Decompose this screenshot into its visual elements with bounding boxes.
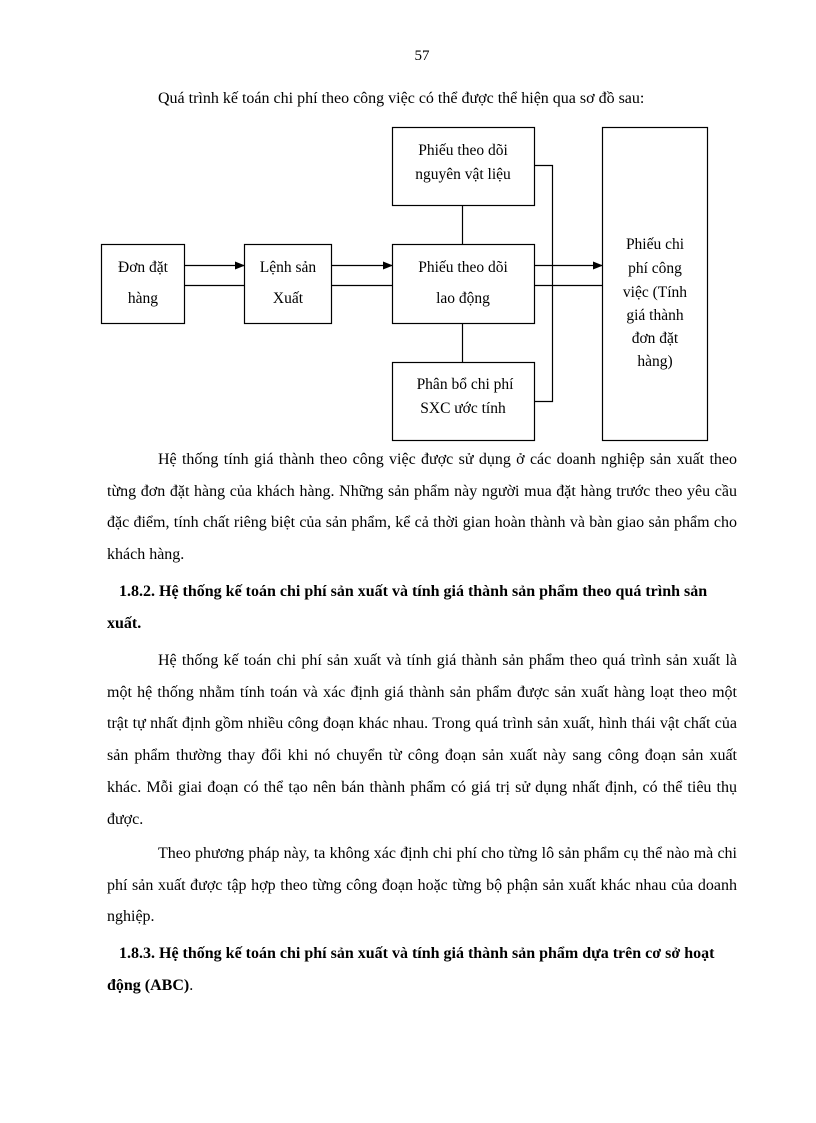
materials-line-1: Phiếu theo dõi [418, 142, 508, 159]
job-cost-line-6: hàng) [637, 353, 673, 370]
labor-line-1: Phiếu theo dõi [418, 259, 508, 276]
order-box-line-2: hàng [127, 290, 159, 307]
intro-sentence: Quá trình kế toán chi phí theo công việc có thể được thể hiện qua sơ đồ sau: [158, 90, 645, 107]
production-order-line-1: Lệnh sản [259, 259, 317, 276]
page-number: 57 [414, 48, 430, 64]
materials-line-2: nguyên vật liệu [415, 166, 511, 183]
labor-box [393, 245, 535, 324]
job-cost-line-5: đơn đặt [631, 330, 679, 347]
section-heading-1-8-2: 1.8.2. Hệ thống kế toán chi phí sản xuất và tính giá thành sản phẩm theo quá trình sản xuất. [107, 583, 708, 632]
bracket-materials-overhead [535, 166, 553, 402]
production-order-box [245, 245, 332, 324]
section-heading-1-8-3-period: . [189, 976, 194, 994]
paragraph-job-order-system: Hệ thống tính giá thành theo công việc được sử dụng ở các doanh nghiệp sản xuất theo từng đơn đặt hàng của khách hàng. Những sản phẩm này người mua đặt hàng trước theo yêu cầu đặc điểm, tính chất riêng biệt của sản phẩm, kể cả thời gian hoàn thành và bàn giao sản phẩm cho khách hàng. [107, 451, 737, 564]
paragraph-process-method: Theo phương pháp này, ta không xác định chi phí cho từng lô sản phẩm cụ thể nào mà chi phí sản xuất được tập hợp theo từng công đoạn hoặc từng bộ phận sản xuất khác nhau của doanh nghiệp. [107, 845, 737, 926]
order-box-line-1: Đơn đặt [118, 259, 168, 276]
job-cost-line-2: phí công [628, 260, 682, 277]
order-box [102, 245, 185, 324]
section-heading-1-8-3 [107, 938, 737, 1001]
overhead-line-2: SXC ước tính [420, 400, 506, 417]
overhead-line-1: Phân bổ chi phí [416, 376, 514, 393]
paragraph-process-costing: Hệ thống kế toán chi phí sản xuất và tính giá thành sản phẩm theo quá trình sản xuất là một hệ thống nhằm tính toán và xác định giá thành sản phẩm được sản xuất hàng loạt theo một trật tự nhất định gồm nhiều công đoạn khác nhau. Trong quá trình sản xuất, hình thái vật chất của sản phẩm thường thay đổi khi nó chuyển từ công đoạn sản xuất này sang công đoạn sản xuất khác. Mỗi giai đoạn có thể tạo nên bán thành phẩm có giá trị sử dụng nhất định, có thể tiêu thụ được. [107, 652, 737, 828]
section-heading-1-8-3-text: 1.8.3. Hệ thống kế toán chi phí sản xuất và tính giá thành sản phẩm dựa trên cơ sở hoạt động (ABC) [107, 945, 715, 994]
job-costing-flow-diagram [0, 0, 816, 460]
job-cost-line-4: giá thành [626, 307, 684, 324]
production-order-line-2: Xuất [272, 290, 304, 307]
labor-line-2: lao động [436, 290, 490, 307]
job-cost-line-3: việc (Tính [622, 284, 688, 301]
job-cost-line-1: Phiếu chi [625, 236, 685, 253]
